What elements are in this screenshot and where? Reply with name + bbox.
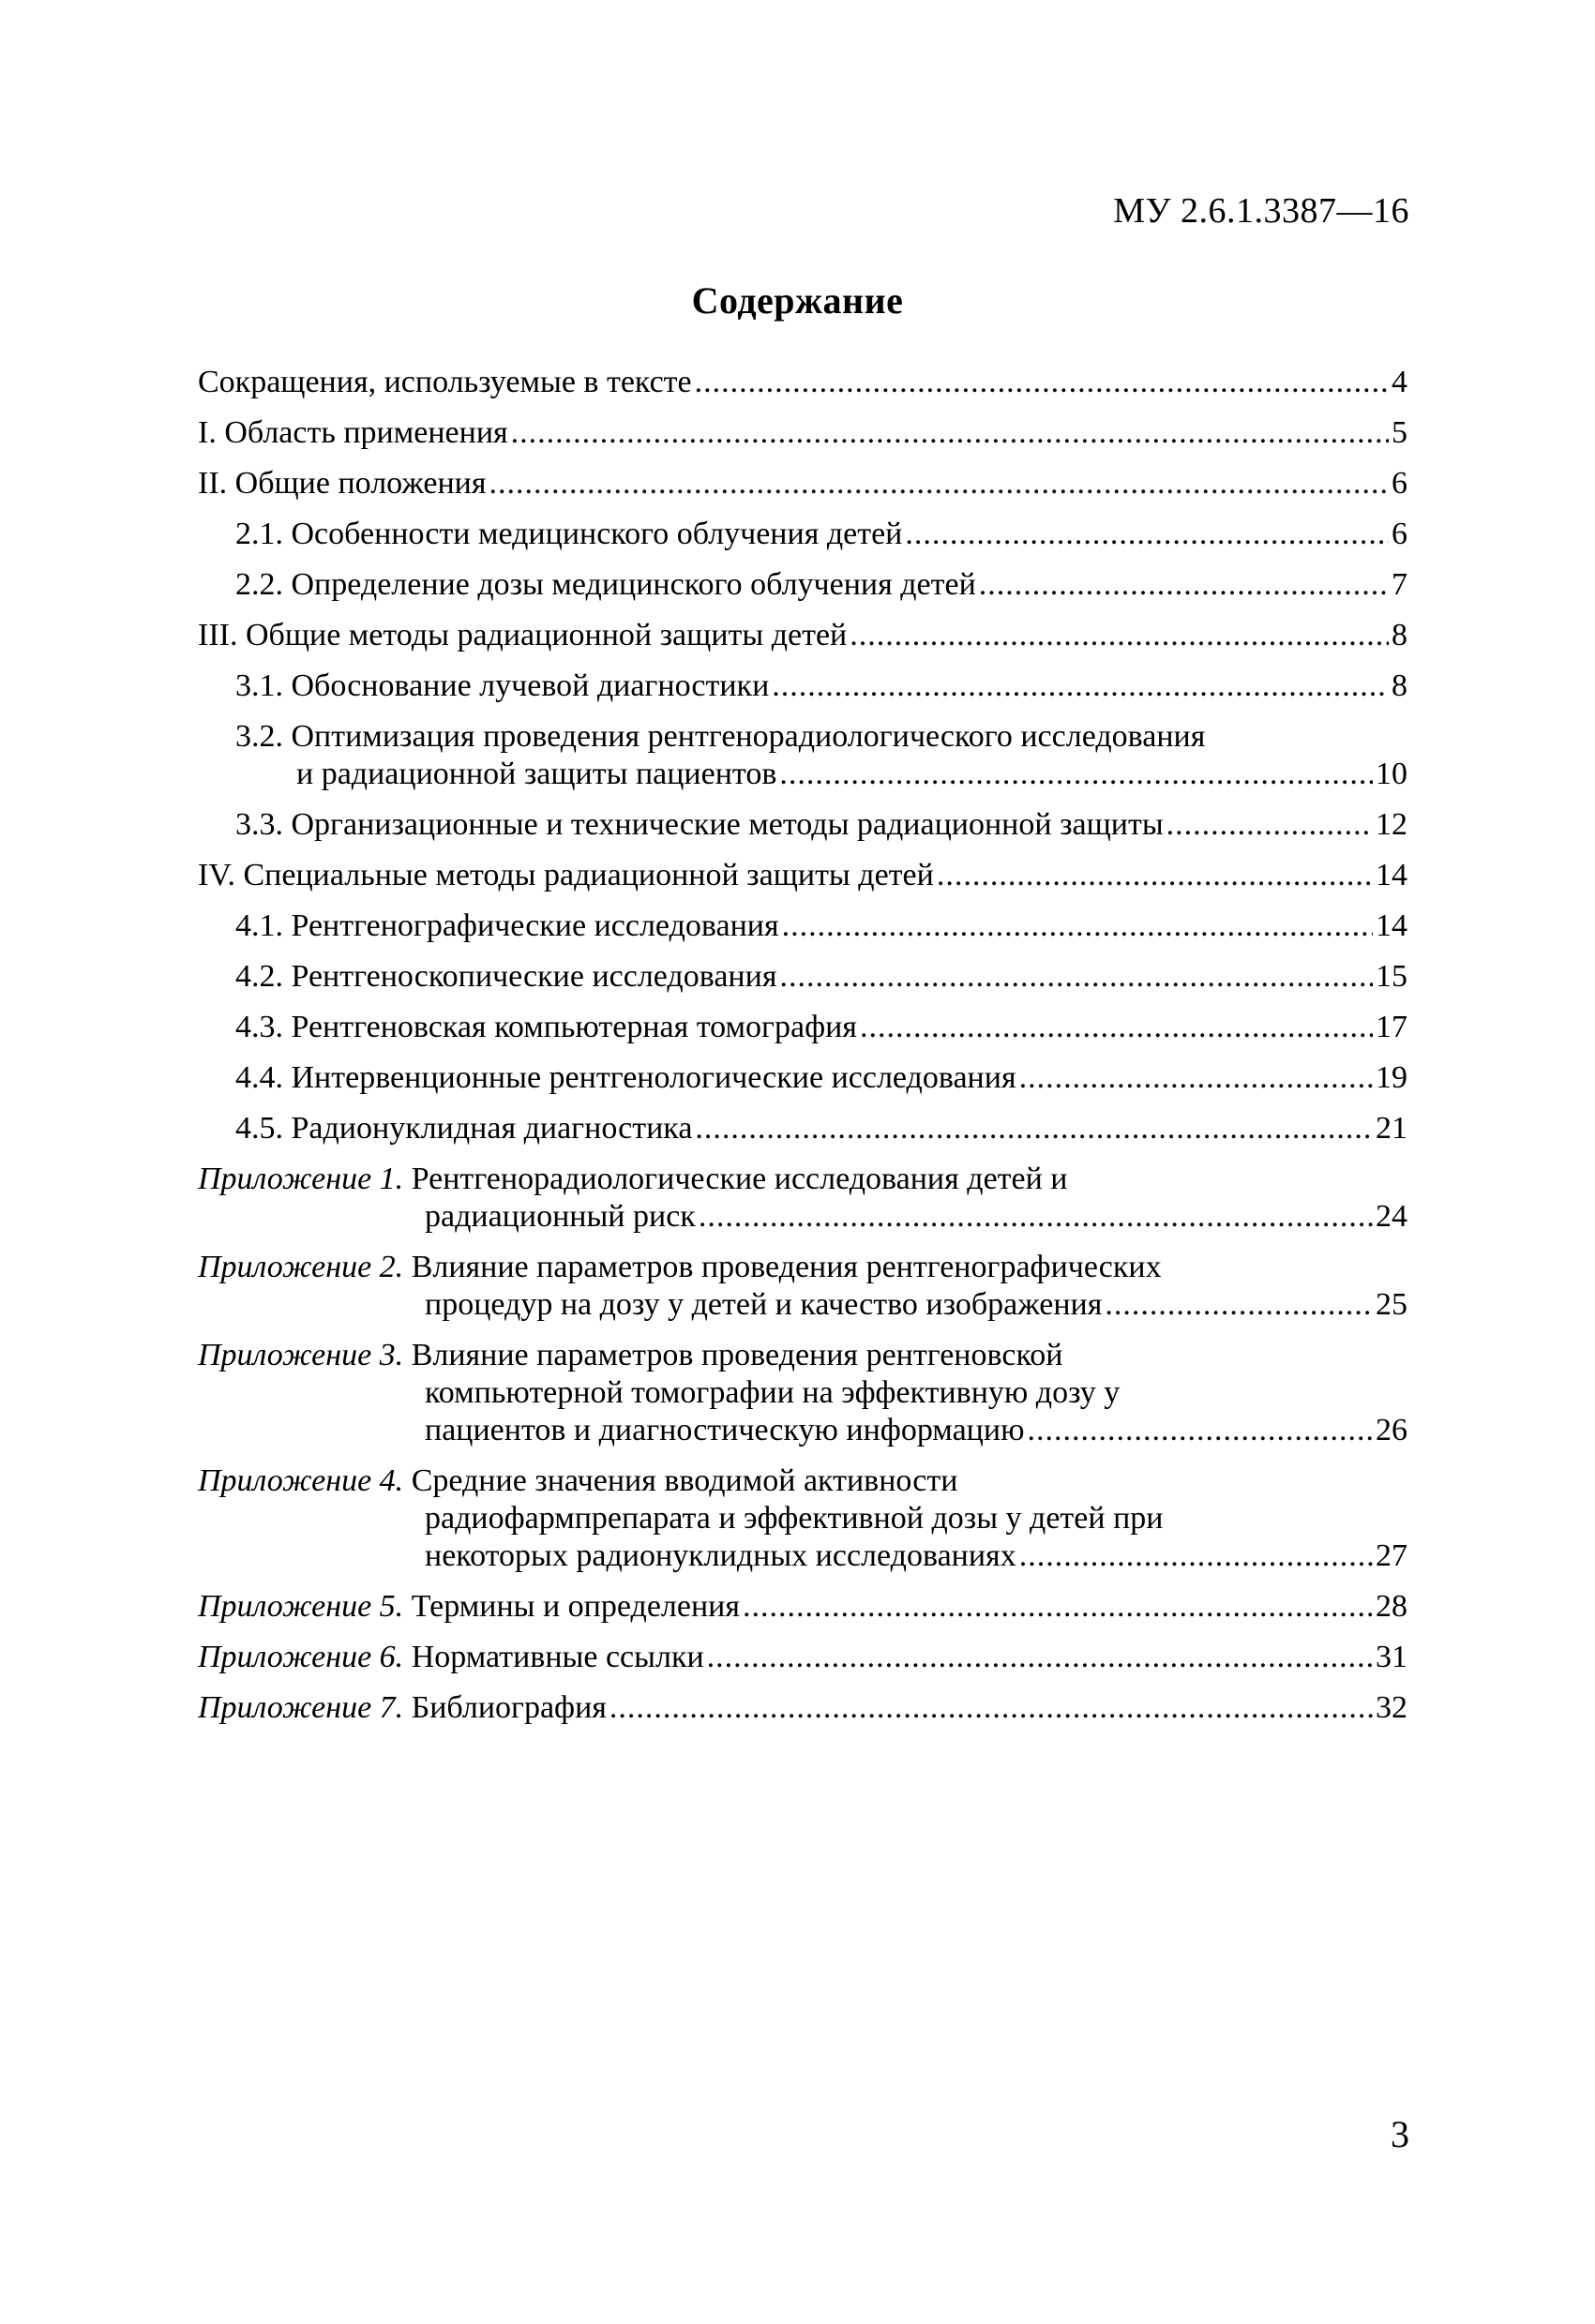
dot-leader [1027, 1412, 1373, 1449]
toc-entry-page: 19 [1376, 1060, 1407, 1095]
toc-entry-text: 4.1. Рентгенографические исследования [235, 908, 779, 943]
toc-entry[interactable] [198, 617, 1407, 654]
dot-leader [979, 566, 1389, 604]
appendix-text-last: некоторых радионуклидных исследованиях [425, 1538, 1016, 1573]
toc-entry[interactable] [198, 907, 1407, 945]
page-number: 3 [1391, 2113, 1409, 2155]
appendix-text-line: компьютерной томографии на эффективную дозу у [425, 1375, 1121, 1410]
toc-entry-page: 17 [1376, 1010, 1407, 1044]
toc-appendix-entry[interactable] [198, 1588, 1407, 1626]
toc-entry-text: Сокращения, используемые в тексте [198, 365, 692, 399]
toc-entry[interactable] [198, 718, 1407, 793]
appendix-text-line: Рентгенорадиологические исследования детей и [411, 1162, 1068, 1196]
toc-entry-text: 3.1. Обоснование лучевой диагностики [235, 668, 770, 703]
dot-leader [609, 1689, 1373, 1727]
toc-entry-page: 6 [1392, 517, 1407, 551]
appendix-label: Приложение 7. [198, 1690, 404, 1725]
appendix-label: Приложение 1. [198, 1162, 404, 1196]
dot-leader [782, 907, 1373, 945]
toc-appendix-entry[interactable] [198, 1639, 1407, 1676]
toc-entry-page: 25 [1376, 1287, 1407, 1322]
dot-leader [772, 667, 1389, 705]
toc-entry-page: 15 [1376, 959, 1407, 994]
dot-leader [695, 364, 1389, 401]
toc-entry-page: 4 [1392, 365, 1407, 399]
toc-entry-text: 4.4. Интервенционные рентгенологические исследования [235, 1060, 1016, 1095]
toc-entry-page: 7 [1392, 567, 1407, 602]
toc-entry[interactable] [198, 465, 1407, 502]
appendix-text-last: процедур на дозу у детей и качество изображения [425, 1287, 1103, 1322]
dot-leader [1019, 1059, 1373, 1097]
dot-leader [937, 857, 1373, 894]
toc-entry-page: 24 [1376, 1199, 1407, 1234]
appendix-text-line: Влияние параметров проведения рентгеновской [411, 1338, 1063, 1372]
appendix-text-last: Библиография [411, 1690, 607, 1725]
toc-entry[interactable] [198, 1110, 1407, 1147]
toc-entry-text: II. Общие положения [198, 466, 487, 501]
toc-entry-text: и радиационной защиты пациентов [296, 757, 777, 791]
toc-entry[interactable] [198, 806, 1407, 844]
appendix-label: Приложение 2. [198, 1250, 404, 1284]
dot-leader [489, 465, 1390, 502]
toc-entry-page: 31 [1376, 1640, 1407, 1674]
document-code: МУ 2.6.1.3387—16 [1113, 191, 1409, 231]
toc-entry-text: IV. Специальные методы радиационной защиты детей [198, 858, 934, 892]
toc-entry[interactable] [198, 857, 1407, 894]
toc-entry-text: 2.1. Особенности медицинского облучения детей [235, 517, 903, 551]
dot-leader [1105, 1286, 1373, 1324]
dot-leader [779, 958, 1373, 996]
toc-entry-page: 6 [1392, 466, 1407, 501]
dot-leader [707, 1639, 1373, 1676]
appendix-text-last: Нормативные ссылки [411, 1640, 704, 1674]
toc-appendix-entry[interactable] [198, 1462, 1407, 1575]
toc-entry[interactable] [198, 414, 1407, 452]
toc-entry-page: 12 [1376, 807, 1407, 842]
toc-entry[interactable] [198, 566, 1407, 604]
toc-entry-page: 21 [1376, 1111, 1407, 1146]
dot-leader [1019, 1537, 1373, 1575]
toc-entry-text: 3.3. Организационные и технические методы радиационной защиты [235, 807, 1164, 842]
dot-leader [850, 617, 1389, 654]
toc-entry-page: 27 [1376, 1538, 1407, 1573]
toc-entry-page: 14 [1376, 908, 1407, 943]
toc-entry[interactable] [198, 667, 1407, 705]
dot-leader [511, 414, 1389, 452]
toc-entry-text: 4.2. Рентгеноскопические исследования [235, 959, 777, 994]
toc-entry-page: 32 [1376, 1690, 1407, 1725]
toc-entry-text: 4.3. Рентгеновская компьютерная томография [235, 1010, 857, 1044]
appendix-text-last: радиационный риск [425, 1199, 696, 1234]
toc-entry-text: I. Область применения [198, 415, 508, 450]
appendix-label: Приложение 3. [198, 1338, 404, 1372]
appendix-label: Приложение 5. [198, 1589, 404, 1624]
toc-entry-text-line: 3.2. Оптимизация проведения рентгенорадиологического исследования [235, 719, 1206, 754]
toc-appendix-entry[interactable] [198, 1161, 1407, 1236]
toc-entry-text: 2.2. Определение дозы медицинского облучения детей [235, 567, 976, 602]
appendix-text-line: Средние значения вводимой активности [411, 1463, 958, 1498]
toc-title: Содержание [691, 279, 904, 322]
appendix-label: Приложение 6. [198, 1640, 404, 1674]
toc-entry-page: 8 [1392, 668, 1407, 703]
toc-entry[interactable] [198, 958, 1407, 996]
toc-appendix-entry[interactable] [198, 1249, 1407, 1324]
toc-entry-text: 4.5. Радионуклидная диагностика [235, 1111, 693, 1146]
dot-leader [743, 1588, 1373, 1626]
toc-entry[interactable] [198, 1009, 1407, 1046]
appendix-label: Приложение 4. [198, 1463, 404, 1498]
toc-entry-page: 28 [1376, 1589, 1407, 1624]
toc-entry[interactable] [198, 516, 1407, 553]
table-of-contents [198, 364, 1407, 1740]
toc-entry[interactable] [198, 364, 1407, 401]
toc-entry-page: 10 [1376, 757, 1407, 791]
toc-entry-page: 8 [1392, 618, 1407, 652]
toc-entry-text: III. Общие методы радиационной защиты детей [198, 618, 848, 652]
dot-leader [779, 756, 1373, 793]
appendix-text-line: радиофармпрепарата и эффективной дозы у детей при [425, 1501, 1164, 1536]
appendix-text-last: пациентов и диагностическую информацию [425, 1413, 1025, 1447]
dot-leader [699, 1198, 1373, 1236]
dot-leader [860, 1009, 1373, 1046]
dot-leader [695, 1110, 1373, 1147]
toc-entry-page: 5 [1392, 415, 1407, 450]
toc-appendix-entry[interactable] [198, 1337, 1407, 1449]
appendix-text-last: Термины и определения [411, 1589, 740, 1624]
appendix-text-line: Влияние параметров проведения рентгенографических [411, 1250, 1162, 1284]
toc-appendix-entry[interactable] [198, 1689, 1407, 1727]
toc-entry[interactable] [198, 1059, 1407, 1097]
dot-leader [1166, 806, 1373, 844]
toc-entry-page: 26 [1376, 1413, 1407, 1447]
dot-leader [905, 516, 1389, 553]
toc-entry-page: 14 [1376, 858, 1407, 892]
